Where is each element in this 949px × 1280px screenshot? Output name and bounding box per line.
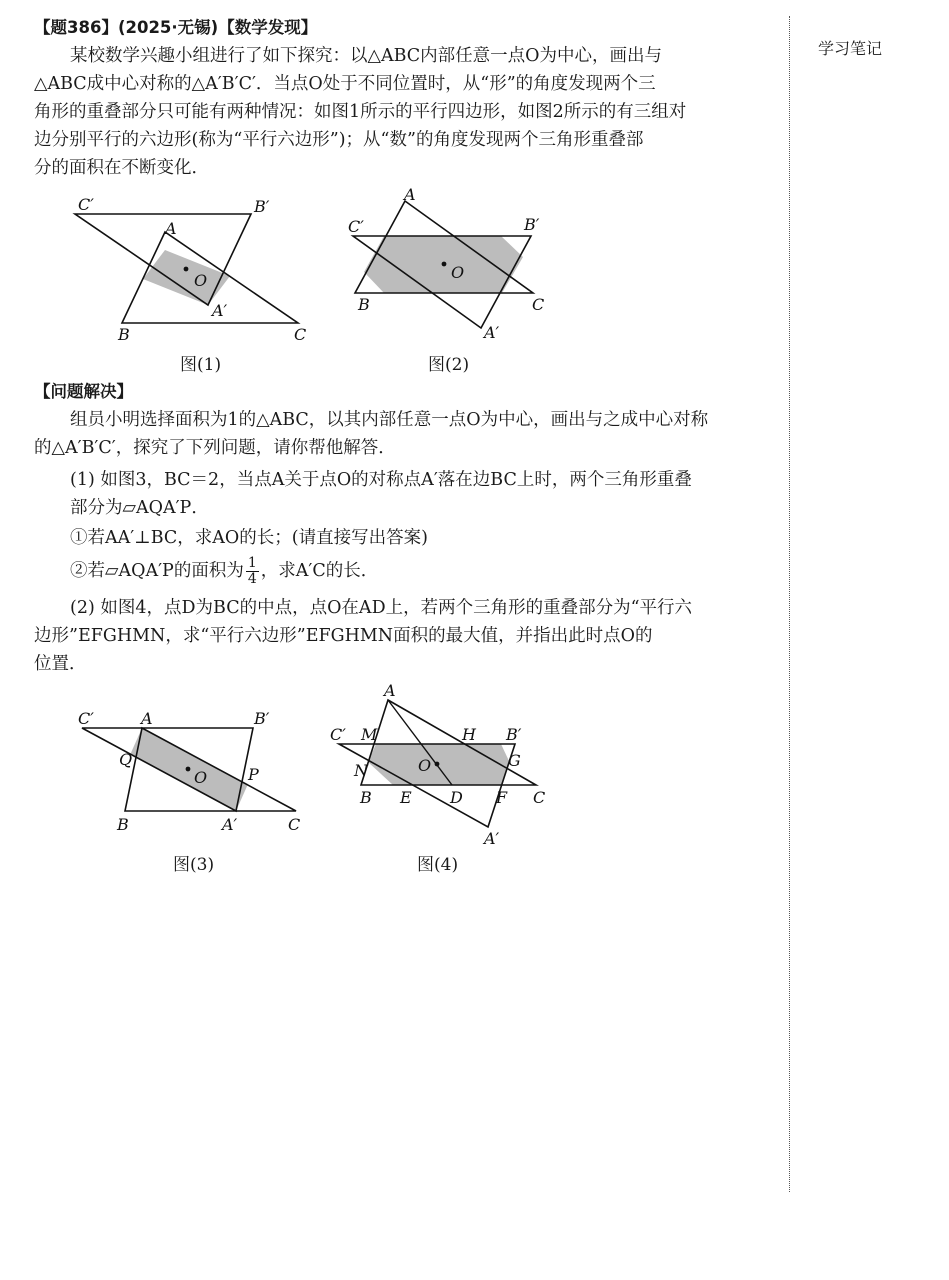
problem-line-6 [70,556,378,587]
fig2-point-o [442,262,447,267]
problem-line-4: 部分为▱AQA′P． [70,498,209,518]
fig4-label-o: O [418,756,432,775]
section-title: 【问题解决】 [34,382,133,401]
fig2-label-b: B [358,295,370,314]
fig4-label-m: M [361,725,378,744]
fig4-label-f: F [496,788,508,807]
problem-line-2: 的△A′B′C′，探究了下列问题，请你帮他解答． [34,438,396,458]
fig1-label-ap: A′ [212,301,228,320]
fig4-label-c: C [533,788,546,807]
q2-before: ②若▱AQA′P的面积为 [70,561,244,581]
fig4-label-e: E [400,788,412,807]
fig1-label-cp: C′ [78,195,94,214]
fig3-label-c: C [288,815,301,834]
fraction-numerator: 1 [247,555,257,571]
figure-1 [70,190,320,350]
fig3-label-o: O [194,768,208,787]
fig1-label-o: O [194,271,208,290]
intro-line-4: 边分别平行的六边形(称为“平行六边形”)；从“数”的角度发现两个三角形重叠部 [34,130,644,150]
fig3-label-cp: C′ [78,709,94,728]
caption-fig2: 图(2) [428,355,470,375]
problem-line-5: ①若AA′⊥BC，求AO的长；(请直接写出答案) [70,528,428,548]
fig3-label-bp: B′ [254,709,270,728]
fig4-point-o [435,762,440,767]
fig4-label-d: D [450,788,463,807]
fig4-label-n: N [354,761,368,780]
fig4-label-cp: C′ [330,725,346,744]
problem-line-3: (1) 如图3，BC＝2，当点A关于点O的对称点A′落在边BC上时，两个三角形重叠 [70,470,692,490]
fig4-label-g: G [508,751,521,770]
fig1-overlap-parallelogram [143,250,230,305]
fig3-label-p: P [248,765,259,784]
fraction-denominator: 4 [247,571,257,587]
fig1-label-a: A [165,219,177,238]
figure-4 [326,682,566,852]
problem-line-1: 组员小明选择面积为1的△ABC，以其内部任意一点O为中心，画出与之成中心对称 [70,410,709,430]
fig2-label-a: A [404,186,416,204]
intro-line-1: 某校数学兴趣小组进行了如下探究：以△ABC内部任意一点O为中心，画出与 [70,46,663,66]
q2-after: ，求A′C的长． [260,561,379,581]
figure-2 [340,186,570,346]
fig4-label-h: H [462,725,476,744]
caption-fig4: 图(4) [417,855,459,875]
fig4-label-b: B [360,788,372,807]
fig1-point-o [184,267,189,272]
part2-line-1: (2) 如图4，点D为BC的中点，点O在AD上，若两个三角形的重叠部分为“平行六 [70,598,693,618]
figure-3 [70,700,320,840]
fig2-label-o: O [451,263,465,282]
fig4-label-a: A [384,682,396,700]
caption-fig3: 图(3) [173,855,215,875]
intro-line-5: 分的面积在不断变化． [34,158,209,178]
fig2-label-cp: C′ [348,217,364,236]
fraction-one-quarter [246,556,259,587]
intro-line-3: 角形的重叠部分只可能有两种情况：如图1所示的平行四边形，如图2所示的有三组对 [34,102,687,122]
fig3-label-a: A [141,709,153,728]
fig2-label-c: C [532,295,545,314]
fig2-label-ap: A′ [484,323,500,342]
part2-line-3: 位置． [34,654,87,674]
problem-header: 【题386】(2025·无锡)【数学发现】 [34,18,318,37]
caption-fig1: 图(1) [180,355,222,375]
fig4-label-ap: A′ [484,829,500,848]
side-note-title: 学习笔记 [818,39,883,58]
fig4-label-bp: B′ [506,725,522,744]
notes-divider [789,16,790,1192]
fig3-label-b: B [117,815,129,834]
fig2-label-bp: B′ [524,215,540,234]
fig1-label-bp: B′ [254,197,270,216]
fig3-label-ap: A′ [222,815,238,834]
part2-line-2: 边形”EFGHMN，求“平行六边形”EFGHMN面积的最大值，并指出此时点O的 [34,626,653,646]
fig3-label-q: Q [119,750,133,769]
intro-line-2: △ABC成中心对称的△A′B′C′．当点O处于不同位置时，从“形”的角度发现两个三 [34,74,656,94]
fig1-label-c: C [294,325,307,344]
fig1-label-b: B [118,325,130,344]
fig3-point-o [186,767,191,772]
